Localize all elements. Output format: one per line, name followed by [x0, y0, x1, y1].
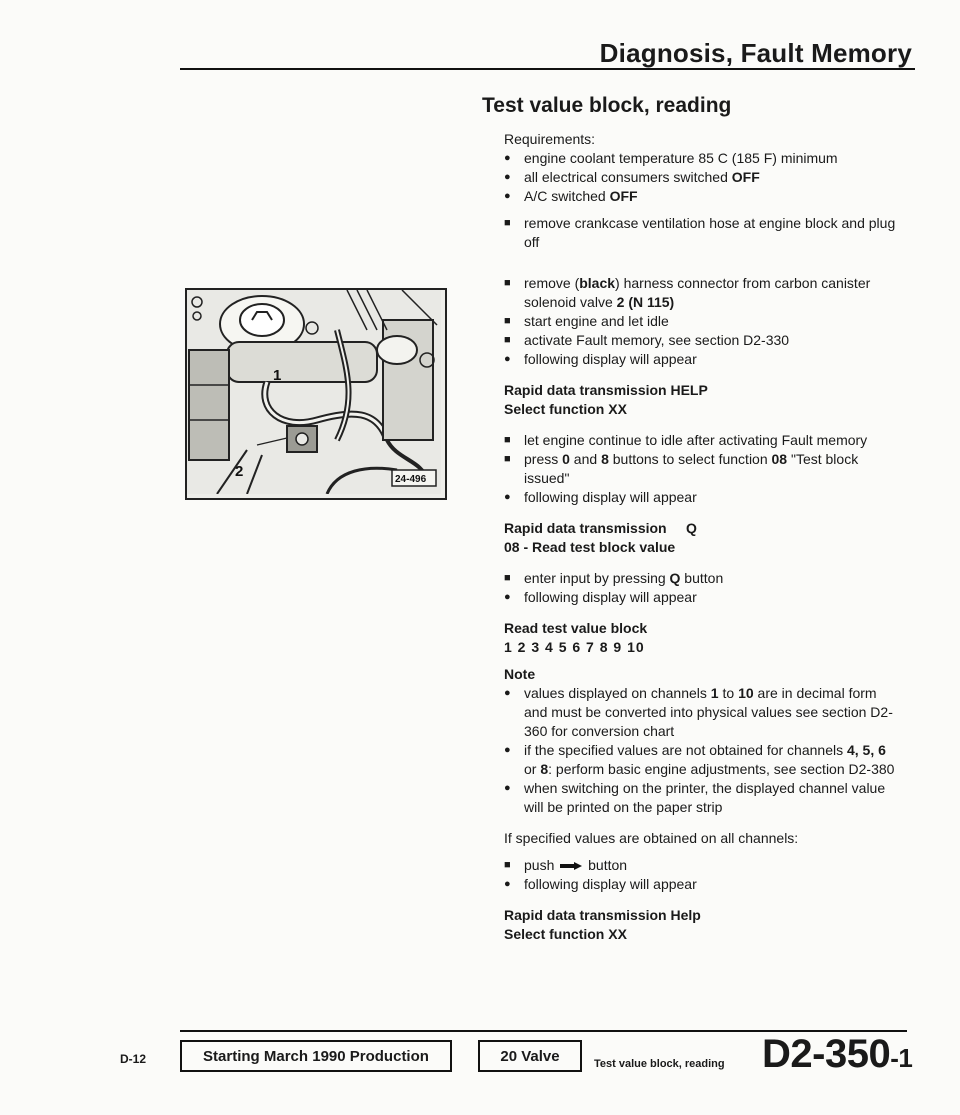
section-title: Test value block, reading	[482, 94, 732, 117]
display-4-line-2: Select function XX	[504, 926, 627, 942]
following-display-note: ● following display will appear	[482, 875, 902, 894]
following-display-note: ● following display will appear	[482, 588, 902, 607]
page-number: D2-350-1	[762, 1032, 913, 1076]
callout-1: 1	[273, 367, 282, 384]
requirement-item: ● all electrical consumers switched OFF	[482, 168, 902, 187]
figure-id: 24-496	[395, 474, 427, 485]
display-4-line-1: Rapid data transmission Help	[504, 907, 701, 923]
note-label: Note	[504, 666, 536, 682]
header-rule	[180, 68, 915, 70]
step-start-engine: ■ start engine and let idle	[482, 312, 902, 331]
engine-drawing	[187, 290, 441, 494]
display-3-line-2: 1 2 3 4 5 6 7 8 9 10	[504, 639, 645, 655]
page-header-title: Diagnosis, Fault Memory	[599, 38, 912, 68]
callout-2: 2	[235, 463, 244, 480]
note-item: ● if the specified values are not obtained for channels 4, 5, 6 or 8: perform basic engine adjustments, see section D2-380	[482, 741, 902, 779]
display-2-line-2: 08 - Read test block value	[504, 539, 676, 555]
display-3-line-1: Read test value block	[504, 620, 648, 636]
display-1-line-2: Select function XX	[504, 401, 627, 417]
display-1-line-1: Rapid data transmission HELP	[504, 382, 708, 398]
following-display-note: ● following display will appear	[482, 350, 902, 369]
if-specified-text: If specified values are obtained on all channels:	[504, 830, 799, 846]
step-remove-hose: ■ remove crankcase ventilation hose at engine block and plug off	[482, 214, 902, 252]
valve-box: 20 Valve	[478, 1040, 582, 1072]
footer-caption: Test value block, reading	[594, 1058, 725, 1070]
instruction-column	[482, 130, 902, 944]
step-push-button: ■ push button	[482, 856, 902, 875]
step-activate-fault-memory: ■ activate Fault memory, see section D2-330	[482, 331, 902, 350]
footer-code: D-12	[120, 1052, 147, 1066]
engine-illustration	[185, 288, 447, 500]
following-display-note: ● following display will appear	[482, 488, 902, 507]
requirement-item: ● engine coolant temperature 85 C (185 F) minimum	[482, 149, 902, 168]
note-item: ● when switching on the printer, the displayed channel value will be printed on the paper strip	[482, 779, 902, 817]
production-box: Starting March 1990 Production	[180, 1040, 452, 1072]
arrow-right-icon	[560, 862, 582, 870]
step-press-buttons: ■ press 0 and 8 buttons to select function 08 "Test block issued"	[482, 450, 902, 488]
step-remove-connector: ■ remove (black) harness connector from carbon canister solenoid valve 2 (N 115)	[482, 274, 902, 312]
requirement-item: ● A/C switched OFF	[482, 187, 902, 206]
step-enter-input: ■ enter input by pressing Q button	[482, 569, 902, 588]
note-item: ● values displayed on channels 1 to 10 are in decimal form and must be converted into physical values see section D2-360 for conversion chart	[482, 684, 902, 741]
display-2-line-1: Rapid data transmission Q	[504, 520, 697, 536]
requirements-label: Requirements:	[504, 131, 596, 147]
step-let-idle: ■ let engine continue to idle after activating Fault memory	[482, 431, 902, 450]
